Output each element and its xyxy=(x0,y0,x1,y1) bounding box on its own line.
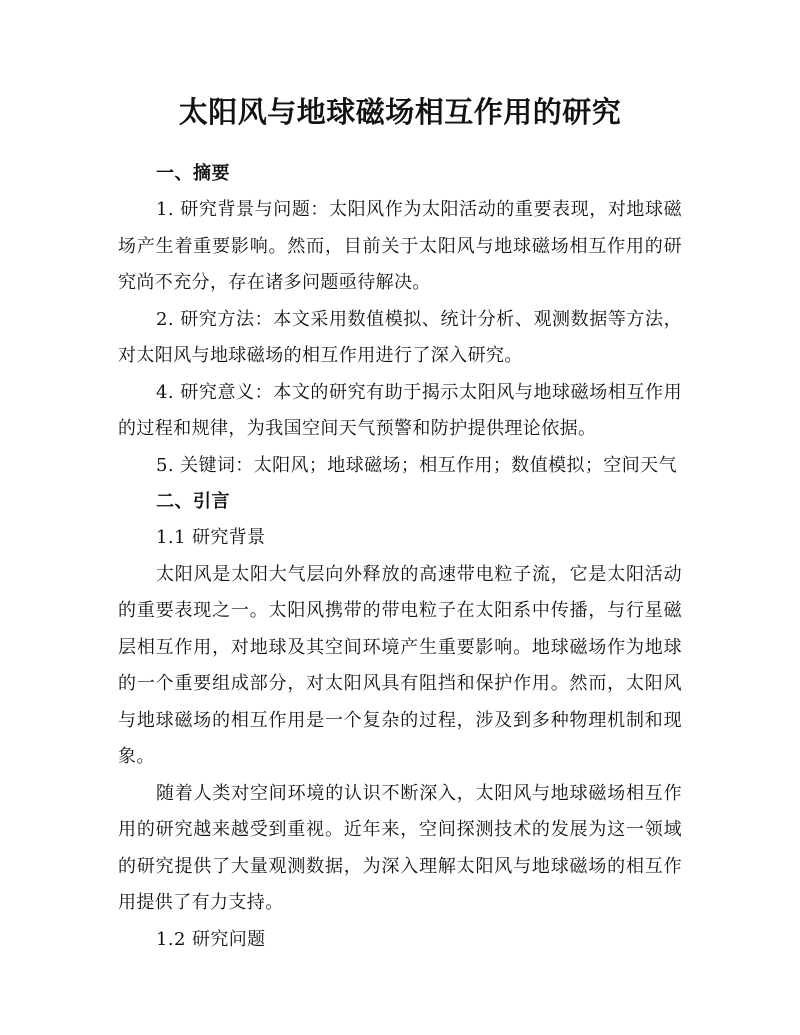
intro-section xyxy=(118,484,682,958)
abstract-section xyxy=(118,156,682,484)
abstract-item-keywords: 5. 关键词：太阳风；地球磁场；相互作用；数值模拟；空间天气 xyxy=(156,454,677,476)
abstract-item-significance: 4. 研究意义：本文的研究有助于揭示太阳风与地球磁场相互作用的过程和规律，为我国空间天气预警和防护提供理论依据。 xyxy=(118,381,682,439)
document-title: 太阳风与地球磁场相互作用的研究 xyxy=(178,95,622,129)
intro-paragraph-1: 太阳风是太阳大气层向外释放的高速带电粒子流，它是太阳活动的重要表现之一。太阳风携带的带电粒子在太阳系中传播，与行星磁层相互作用，对地球及其空间环境产生重要影响。地球磁场作为地球的一个重要组成部分，对太阳风具有阻挡和保护作用。然而，太阳风与地球磁场的相互作用是一个复杂的过程，涉及到多种物理机制和现象。 xyxy=(118,563,682,767)
intro-subheading-questions: 1.2 研究问题 xyxy=(156,928,266,950)
intro-paragraph-2: 随着人类对空间环境的认识不断深入，太阳风与地球磁场相互作用的研究越来越受到重视。近年来，空间探测技术的发展为这一领域的研究提供了大量观测数据，为深入理解太阳风与地球磁场的相互作用提供了有力支持。 xyxy=(118,782,682,913)
intro-heading: 二、引言 xyxy=(156,491,230,512)
abstract-item-method: 2. 研究方法：本文采用数值模拟、统计分析、观测数据等方法，对太阳风与地球磁场的相互作用进行了深入研究。 xyxy=(118,308,682,366)
abstract-heading: 一、摘要 xyxy=(156,163,230,184)
intro-subheading-background: 1.1 研究背景 xyxy=(156,527,266,548)
abstract-item-background: 1. 研究背景与问题：太阳风作为太阳活动的重要表现，对地球磁场产生着重要影响。然而，目前关于太阳风与地球磁场相互作用的研究尚不充分，存在诸多问题亟待解决。 xyxy=(118,199,682,293)
document-body xyxy=(118,90,682,958)
